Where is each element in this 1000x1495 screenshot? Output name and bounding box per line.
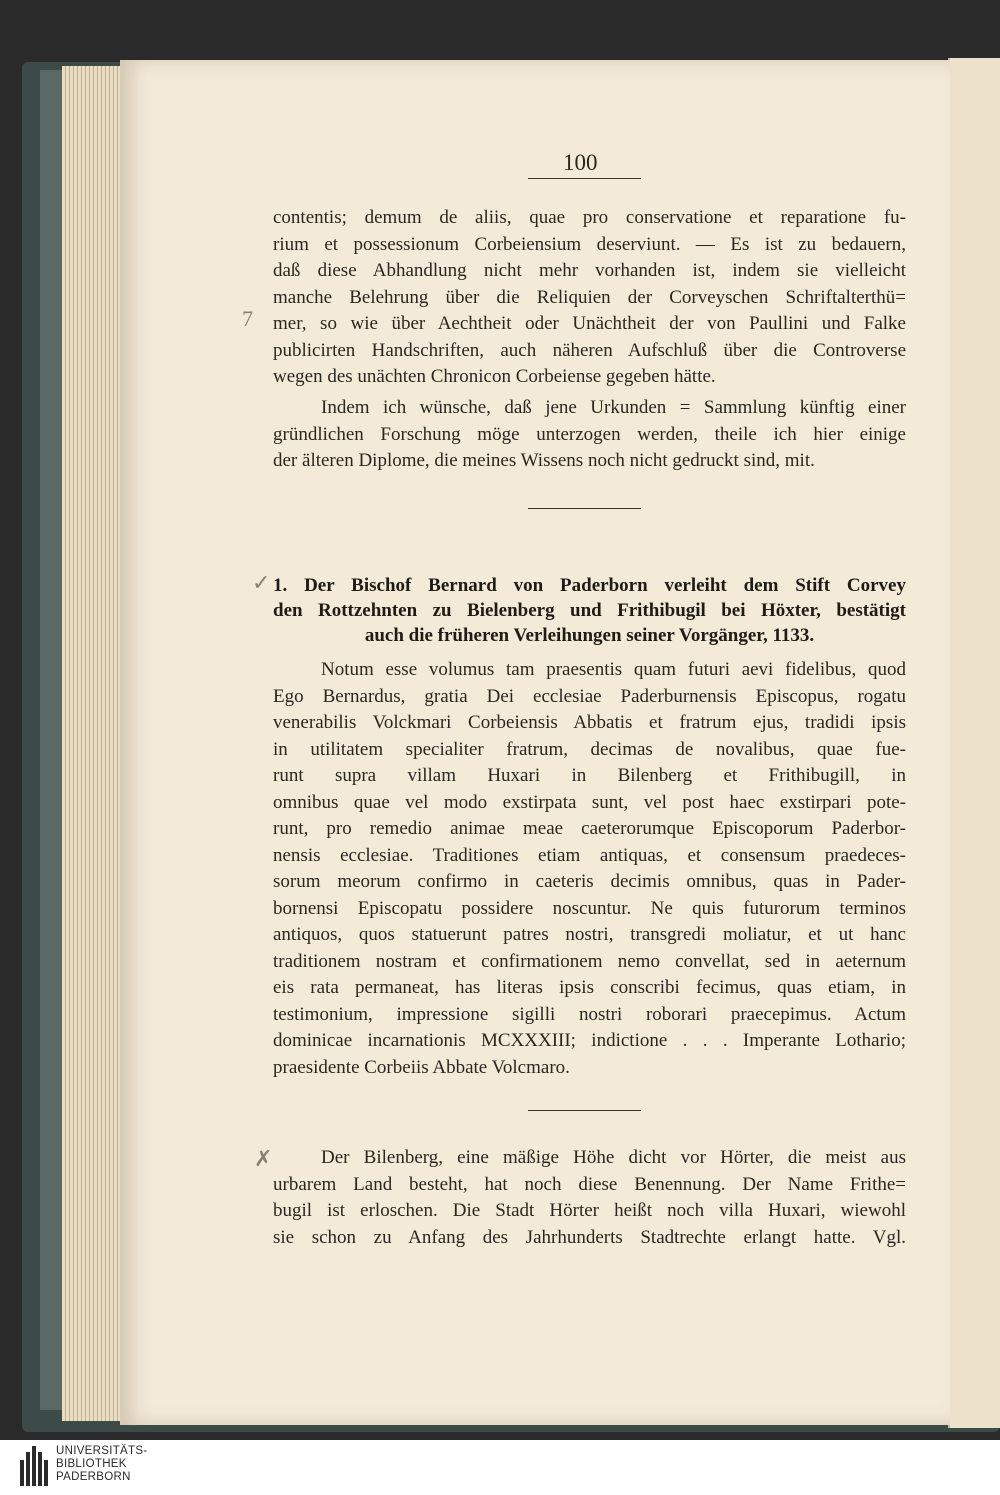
text-line: runt, pro remedio animae meae caeterorumque Episcoporum Paderbor-	[273, 818, 906, 839]
margin-annotation: 7	[242, 306, 253, 331]
text-line: bornensi Episcopatu possidere noscuntur. Ne quis futurorum terminos	[273, 897, 906, 919]
heading-line: auch die früheren Verleihungen seiner Vorgänger, 1133.	[364, 625, 815, 646]
library-name-line: BIBLIOTHEK	[56, 1458, 127, 1470]
text-line: rium et possessionum Corbeiensium deserviunt. — Es ist zu bedauern,	[273, 233, 906, 255]
text-line: testimonium, impressione sigilli nostri roborari praecepimus. Actum	[273, 1003, 906, 1025]
text-line: venerabilis Volckmari Corbeiensis Abbatis et fratrum ejus, tradidi ipsis	[273, 712, 906, 733]
text-line: dominicae incarnationis MCXXXIII; indictione . . . Imperante Lothario;	[273, 1030, 906, 1051]
library-logo-icon	[20, 1446, 48, 1486]
text-line: traditionem nostram et confirmationem nemo convellat, sed in aeternum	[273, 950, 906, 972]
section-divider	[528, 508, 641, 509]
text-line: bugil ist erloschen. Die Stadt Hörter heißt noch villa Huxari, wiewohl	[273, 1200, 906, 1221]
text-line: antiquos, quos statuerunt patres nostri, transgredi moliatur, et ut hanc	[273, 924, 906, 945]
text-line: in utilitatem specialiter fratrum, decimas de novalibus, quae fue-	[273, 738, 906, 760]
text-line: praesidente Corbeiis Abbate Volcmaro.	[273, 1056, 570, 1078]
text-line: Ego Bernardus, gratia Dei ecclesiae Paderburnensis Episcopus, rogatu	[273, 685, 906, 707]
heading-line: den Rottzehnten zu Bielenberg und Frithibugil bei Höxter, bestätigt	[273, 600, 906, 621]
text-line: mer, so wie über Aechtheit oder Unächtheit der von Paullini und Falke	[273, 313, 906, 334]
text-line: Notum esse volumus tam praesentis quam futuri aevi fidelibus, quod	[321, 659, 906, 680]
text-line: urbarem Land besteht, hat noch diese Benennung. Der Name Frithe=	[273, 1173, 906, 1195]
margin-cross: ✗	[254, 1146, 273, 1171]
text-line: wegen des unächten Chronicon Corbeiense gegeben hätte.	[273, 366, 716, 387]
text-line: gründlichen Forschung möge unterzogen werden, theile ich hier einige	[273, 423, 906, 445]
second-paragraph	[273, 395, 906, 475]
margin-checkmark: ✓	[252, 570, 271, 595]
facing-page-edge	[948, 58, 1000, 1428]
document-heading	[273, 573, 906, 648]
text-line: daß diese Abhandlung nicht mehr vorhanden ist, indem sie vielleicht	[273, 260, 906, 281]
commentary-paragraph	[273, 1145, 906, 1251]
library-name-line: PADERBORN	[56, 1471, 131, 1483]
intro-paragraph	[273, 205, 906, 391]
note-divider	[528, 1110, 641, 1111]
latin-charter-text	[273, 657, 906, 1081]
library-logo	[20, 1444, 180, 1490]
text-line: publicirten Handschriften, auch näheren Aufschluß über die Controverse	[273, 339, 906, 361]
library-name-line: UNIVERSITÄTS-	[56, 1445, 148, 1457]
text-line: sorum meorum confirmo in caeteris decimis omnibus, quas in Pader-	[273, 871, 906, 892]
page-number-rule	[528, 178, 641, 179]
text-line: der älteren Diplome, die meines Wissens noch nicht gedruckt sind, mit.	[273, 450, 815, 471]
text-line: omnibus quae vel modo exstirpata sunt, vel post haec exstirpari pote-	[273, 791, 906, 813]
text-line: runt supra villam Huxari in Bilenberg et Frithibugill, in	[273, 765, 906, 786]
text-line: sie schon zu Anfang des Jahrhunderts Stadtrechte erlangt hatte. Vgl.	[273, 1226, 906, 1248]
page-number: 100	[563, 150, 598, 175]
text-line: eis rata permaneat, has literas ipsis conscribi fecimus, quas etiam, in	[273, 977, 906, 998]
text-line: Indem ich wünsche, daß jene Urkunden = Sammlung künftig einer	[321, 397, 906, 418]
text-line: manche Belehrung über die Reliquien der Corveyschen Schriftalterthü=	[273, 286, 906, 308]
text-line: nensis ecclesiae. Traditiones etiam antiquas, et consensum praedeces-	[273, 844, 906, 866]
text-line: Der Bilenberg, eine mäßige Höhe dicht vor Hörter, die meist aus	[321, 1147, 906, 1168]
library-name	[56, 1445, 147, 1484]
text-line: contentis; demum de aliis, quae pro conservatione et reparatione fu-	[273, 207, 906, 228]
heading-line: 1. Der Bischof Bernard von Paderborn verleiht dem Stift Corvey	[273, 575, 906, 596]
